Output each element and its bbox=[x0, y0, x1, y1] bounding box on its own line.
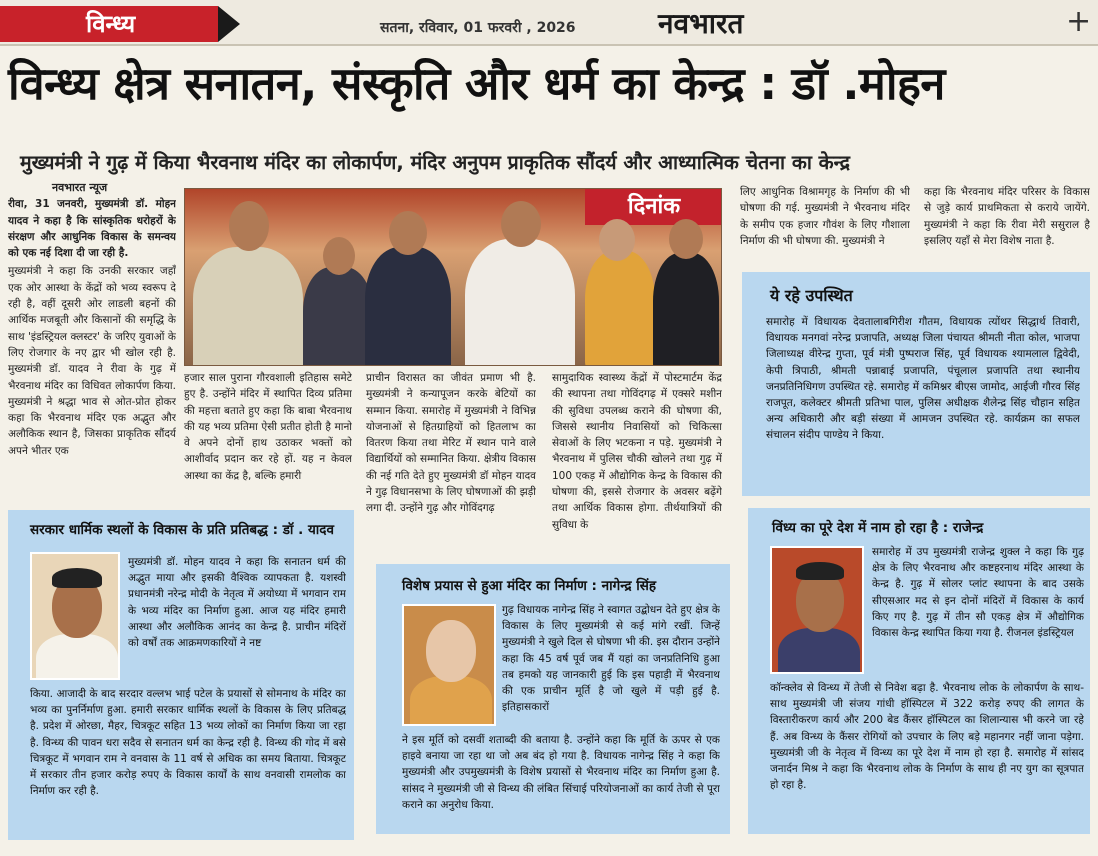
article-column-3: प्राचीन विरासत का जीवंत प्रमाण भी है. मुख्यमंत्री ने कन्यापूजन करके बेटियों का सम्मान किया. समारोह में मुख्यमंत्री ने विभिन्न योजनाओं से हितग्राहियों को हितलाभ का वितरण किया तथा मेरिट में स्थान पाने वाले विद्यार्थियों को सम्मानित किया. क्षेत्रीय विकास की नई गति देते हुए मुख्यमंत्री डॉ मोहन यादव ने गुढ़ विधानसभा के लिए घोषणाओं की झड़ी लगा दी. उन्होंने गुढ़ और गोविंदगढ़ bbox=[366, 372, 536, 515]
yadav-box-title: सरकार धार्मिक स्थलों के विकास के प्रति प्रतिबद्ध : डॉ . यादव bbox=[30, 522, 334, 538]
rajendra-box-title: विंध्य का पूरे देश में नाम हो रहा है : राजेन्द्र bbox=[772, 520, 984, 536]
section-arrow-icon bbox=[218, 6, 240, 42]
article-column-6: कहा कि भैरवनाथ मंदिर परिसर के विकास से जुड़े कार्य प्राथमिकता से कराये जायेंगे. मुख्यमंत्री ने कहा कि रीवा मेरी ससुराल है इसलिए यहाँ से मेरा विशेष नाता है. bbox=[924, 186, 1090, 247]
person-figure bbox=[193, 247, 303, 366]
portrait-face bbox=[426, 620, 476, 682]
article-column-5: लिए आधुनिक विश्रामगृह के निर्माण की भी घोषणा की गई. मुख्यमंत्री ने भैरवनाथ मंदिर के समीप एक हजार गौवंश के लिए गौशाला निर्माण की भी घोषणा की. मुख्यमंत्री ने bbox=[740, 186, 910, 247]
yadav-box-text: किया. आजादी के बाद सरदार वल्लभ भाई पटेल के प्रयासों से सोमनाथ के मंदिर का भव्य का पुनर्निर्माण हुआ. हमारी सरकार धार्मिक स्थलों के विकास के लिए प्रतिबद्ध है. प्रदेश में ओरछा, मैहर, चित्रकूट सहित 13 भव्य लोकों का निर्माण किया जा रहा है. विन्ध्य की पावन धरा सदैव से सनातन धर्म का केन्द्र रही है. विन्ध्य की गोद में बसे चित्रकूट में भगवान राम ने वनवास के 11 वर्ष से अधिक का समय बिताया. चित्रकूट में सरकार तीन हजार करोड़ रुपए के विकास कार्यों के साथ वनवासी रामलोक का निर्माण कर रही है. bbox=[30, 688, 346, 798]
nagendra-box-text: ने इस मूर्ति को दसवीं शताब्दी की बताया है. उन्होंने कहा कि मूर्ति के ऊपर से एक हाइवे बनाया जा रहा था जो अब बंद हो गया है. विधायक नागेन्द्र सिंह ने कहा कि मुख्यमंत्री और उपमुख्यमंत्री के विशेष प्रयासों से भैरवनाथ मंदिर का निर्माण हुआ है. सांसद ने मुख्यमंत्री जी से विन्ध्य की लंबित सिंचाई परियोजनाओं का कार्य तेजी से पूरा कराने का अनुरोध किया. bbox=[402, 734, 720, 811]
person-figure bbox=[303, 267, 373, 366]
person-figure bbox=[585, 251, 655, 366]
subheadline: मुख्यमंत्री ने गुढ़ में किया भैरवनाथ मंदिर का लोकार्पण, मंदिर अनुपम प्राकृतिक सौंदर्य और आध्यात्मिक चेतना का केन्द्र bbox=[20, 151, 851, 174]
person-figure bbox=[653, 253, 719, 366]
person-head bbox=[229, 201, 269, 251]
nagendra-portrait bbox=[402, 604, 496, 726]
person-head bbox=[389, 211, 427, 255]
rajendra-box-text-side: समारोह में उप मुख्यमंत्री राजेन्द्र शुक्ल ने कहा कि गुढ़ क्षेत्र के लिए भैरवनाथ और कष्टहरनाथ मंदिर आस्था के केन्द्र है. गुढ़ में सोलर प्लांट स्थापना के बाद उसके सीएसआर मद से इन दोनों मंदिरों में विकास के कार्य किए गए है. गुढ़ में तीन सौ एकड़ क्षेत्र में औद्योगिक विकास केन्द्र स्थापित किया गया है. रीजनल इंडस्ट्रियल bbox=[872, 546, 1084, 640]
person-head bbox=[323, 237, 355, 275]
article-text-1: मुख्यमंत्री ने कहा कि उनकी सरकार जहाँ एक ओर आस्था के केंद्रों को भव्य स्वरूप दे रही है, वहीं दूसरी ओर लाडली बहनों की आर्थिक मजबूती और किसानों की समृद्धि के साथ 'इंडस्ट्रियल क्लस्टर' के जरिए युवाओं के लिए रोजगार के नए द्वार भी खोल रही है. मुख्यमंत्री डॉ. यादव ने रीवा के गुढ़ में भैरवनाथ मंदिर का विधिवत लोकार्पण किया. मुख्यमंत्री ने श्रद्धा भाव से ओत-प्रोत होकर कहा कि भैरवनाथ मंदिर एक अद्भुत और अलौकिक स्थान है, जिसका प्राकृतिक सौंदर्य अपने भीतर एक bbox=[8, 265, 176, 457]
person-head bbox=[501, 201, 541, 247]
newspaper-header-strip bbox=[0, 0, 1098, 46]
article-column-4: सामुदायिक स्वास्थ्य केंद्रों में पोस्टमार्टम केंद्र की स्थापना तथा गोविंदगढ़ में एक्सरे मशीन की सुविधा उपलब्ध कराने की घोषणा की, जिससे स्थानीय निवासियों को चिकित्सा सेवाओं के लिए भटकना न पड़े. मुख्यमंत्री ने भैरवनाथ में पुलिस चौकी खोलने तथा गुढ़ में 100 एकड़ में औद्योगिक केन्द्र के विकास की घोषणा की, इससे रोजगार के अवसर बढ़ेंगे तथा आर्थिक विकास होगा. तीर्थयात्रियों की सुविधा के bbox=[552, 372, 722, 531]
event-photo bbox=[184, 188, 722, 366]
rajendra-box-text: कॉन्क्लेव से विन्ध्य में तेजी से निवेश बढ़ा है. भैरवनाथ लोक के लोकार्पण के साथ-साथ मुख्यमंत्री जी संजय गांधी हॉस्पिटल में 322 करोड़ रुपए की लागत के विस्तारीकरण कार्य और 200 बेड कैंसर हॉस्पिटल का शिलान्यास भी करने जा रहे हैं. अब विन्ध्य के कैंसर रोगियों को उपचार के लिए बड़े महानगर नहीं जाना पड़ेगा. मुख्यमंत्री जी के नेतृत्व में विन्ध्य का पूरे देश में नाम हो रहा है. समारोह में सांसद जनार्दन मिश्र ने कहा कि भैरवनाथ लोक के निर्माण के साथ ही नए युग का सूत्रपात हो रहा है. bbox=[770, 682, 1084, 792]
nagendra-box-title: विशेष प्रयास से हुआ मंदिर का निर्माण : नागेन्द्र सिंह bbox=[402, 578, 657, 594]
registration-mark-icon: + bbox=[1066, 4, 1092, 39]
rajendra-portrait bbox=[770, 546, 864, 674]
masthead: नवभारत bbox=[658, 7, 744, 40]
portrait-body bbox=[36, 634, 118, 680]
yadav-box-text-side: मुख्यमंत्री डॉ. मोहन यादव ने कहा कि सनातन धर्म की अद्भुत माया और इसकी वैश्विक व्यापकता है. यशस्वी प्रधानमंत्री नरेन्द्र मोदी के नेतृत्व में अयोध्या में भगवान राम के भव्य मंदिर का निर्माण हुआ. आज यह मंदिर हमारी आस्था और अलौकिक आनंद का केन्द्र है. प्राचीन मंदिरों को वर्षों तक आक्रमणकारियों ने नष्ट bbox=[128, 556, 346, 650]
portrait-hair bbox=[52, 568, 102, 588]
article-column-2: हजार साल पुराना गौरवशाली इतिहास समेटे हुए है. उन्होंने मंदिर में स्थापित दिव्य प्रतिमा की महत्ता बताते हुए कहा कि बाबा भैरवनाथ की यह भव्य प्रतिमा ऐसी प्रतीत होती है मानो वे अपने दोनों हाथ उठाकर भक्तों को आशीर्वाद प्रदान कर रहे हों. यह न केवल आस्था का केंद्र है, बल्कि हमारी bbox=[184, 372, 352, 482]
portrait-body bbox=[410, 676, 492, 726]
portrait-hair bbox=[796, 562, 844, 580]
nagendra-box bbox=[376, 564, 730, 834]
yadav-box bbox=[8, 510, 354, 840]
dateline: सतना, रविवार, 01 फरवरी , 2026 bbox=[380, 20, 576, 36]
section-tag: विन्ध्य bbox=[0, 6, 218, 42]
portrait-body bbox=[778, 628, 860, 674]
photo-banner-text: दिनांक bbox=[585, 189, 722, 225]
person-figure bbox=[365, 247, 451, 366]
person-figure bbox=[465, 239, 575, 366]
article-lead: रीवा, 31 जनवरी, मुख्यमंत्री डॉ. मोहन यादव ने कहा है कि सांस्कृतिक धरोहरों के संरक्षण और आधुनिक विकास के समन्वय को एक नई दिशा दी जा रही है. bbox=[8, 198, 176, 260]
article-column-1 bbox=[8, 180, 176, 506]
attendees-box-title: ये रहे उपस्थित bbox=[770, 286, 853, 305]
nagendra-box-text-side: गुढ़ विधायक नागेन्द्र सिंह ने स्वागत उद्बोधन देते हुए क्षेत्र के विकास के लिए मुख्यमंत्री से कई मांगे रखीं. जिन्हें मुख्यमंत्री ने खुले दिल से घोषणा भी की. इस दौरान उन्होंने कहा कि 45 वर्ष पूर्व जब मैं यहां का जनप्रतिनिधि हुआ तब हमको यह जानकारी हुई कि इस पहाड़ी में भैरवनाथ की एक प्राचीन मूर्ति है जो खुले में पड़ी हुई है. इतिहासकारों bbox=[502, 604, 720, 714]
yadav-portrait bbox=[30, 552, 120, 680]
attendees-box bbox=[742, 272, 1090, 496]
rajendra-box bbox=[748, 508, 1090, 834]
person-head bbox=[599, 219, 635, 261]
attendees-box-text: समारोह में विधायक देवतालाबगिरीश गौतम, विधायक त्योंथर सिद्धार्थ तिवारी, विधायक मनगवां नरेन्द्र प्रजापति, अध्यक्ष जिला पंचायत श्रीमती नीता कोल, भाजपा जिलाध्यक्ष वीरेन्द्र गुप्ता, पूर्व मंत्री पुष्पराज सिंह, पूर्व विधायक श्यामलाल द्विवेदी, केपी त्रिपाठी, श्रीमती पन्नाबाई प्रजापति, पंचूलाल प्रजापति तथा स्थानीय जनप्रतिनिधिगण उपस्थित रहे. समारोह में कमिश्नर बीएस जामोद, आईजी गौरव सिंह राजपूत, कलेक्टर श्रीमती प्रतिभा पाल, पुलिस अधीक्षक शैलेन्द्र सिंह चौहान सहित अन्य अधिकारी और बड़ी संख्या में आमजन उपस्थित रहे. कार्यक्रम का सफल संचालन संदीप पाण्डेय ने किया. bbox=[766, 316, 1080, 442]
person-head bbox=[669, 219, 703, 259]
headline: विन्ध्य क्षेत्र सनातन, संस्कृति और धर्म का केन्द्र : डॉ .मोहन bbox=[8, 57, 945, 110]
byline: नवभारत न्यूज bbox=[52, 181, 108, 194]
